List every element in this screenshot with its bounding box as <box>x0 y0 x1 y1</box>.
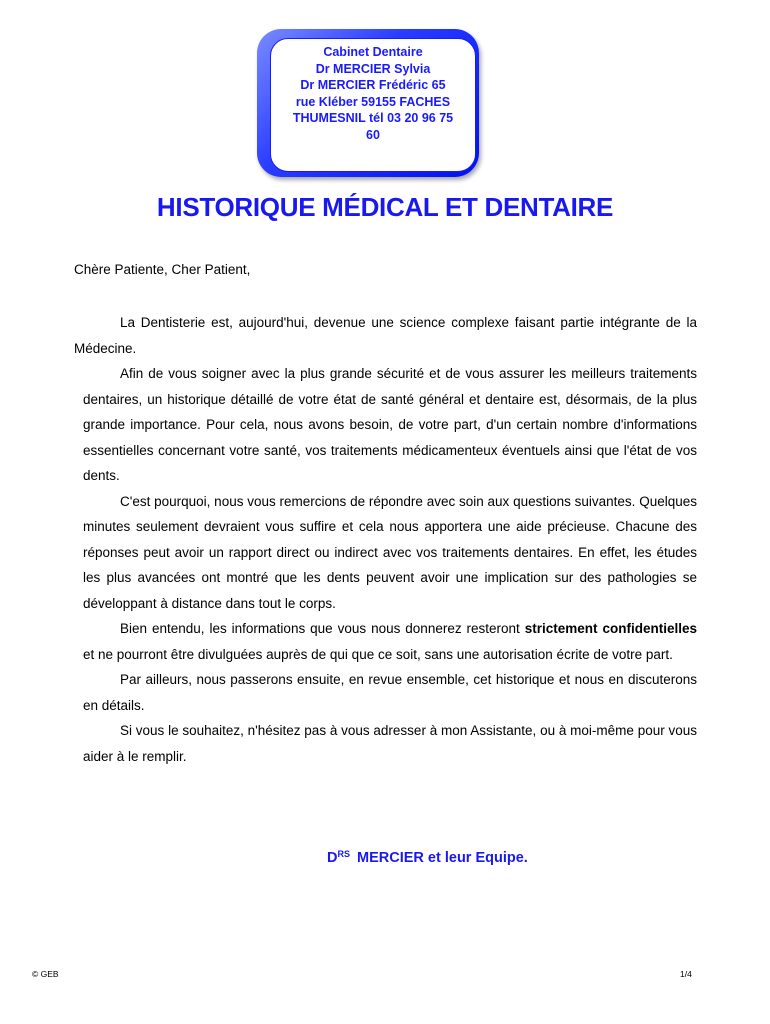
page-number: 1/4 <box>680 969 692 979</box>
greeting: Chère Patiente, Cher Patient, <box>74 262 251 277</box>
footer-copyright: © GEB <box>32 969 59 979</box>
paragraph-1: La Dentisterie est, aujourd'hui, devenue une science complexe faisant partie intégrante de la Médecine. <box>74 315 697 356</box>
clinic-address-box <box>270 38 476 172</box>
paragraph-4-end: et ne pourront être divulguées auprès de qui que ce soit, sans une autorisation écrite de votre part. <box>83 646 673 662</box>
signature-prefix: D <box>327 850 338 866</box>
signature <box>327 849 528 866</box>
doctor-name-2: Dr MERCIER Frédéric 65 <box>300 78 446 92</box>
paragraph-2: Afin de vous soigner avec la plus grande sécurité et de vous assurer les meilleurs traitements dentaires, un historique détaillé de votre état de santé général et dentaire est, désormais, de la plus grande importance. Pour cela, nous avons besoin, de votre part, d'un certain nombre d'informations essentielles concernant votre santé, vos traitements médicamenteux éventuels ainsi que l'état de vos dents. <box>83 366 697 483</box>
clinic-name: Cabinet Dentaire <box>323 45 423 59</box>
confidential-emphasis: strictement confidentielles <box>524 621 698 636</box>
letter-body <box>74 310 697 769</box>
document-title: HISTORIQUE MÉDICAL ET DENTAIRE <box>156 192 614 222</box>
paragraph-5: Par ailleurs, nous passerons ensuite, en revue ensemble, cet historique et nous en discuterons en détails. <box>83 672 697 713</box>
doctor-name-1: Dr MERCIER Sylvia <box>315 61 431 76</box>
paragraph-6: Si vous le souhaitez, n'hésitez pas à vous adresser à mon Assistante, ou à moi-même pour vous aider à le remplir. <box>83 723 697 764</box>
phone-line-end: 60 <box>366 127 380 142</box>
signature-superscript: RS <box>337 849 350 859</box>
signature-rest: MERCIER et leur Equipe. <box>357 850 528 866</box>
phone-line: THUMESNIL tél 03 20 96 75 <box>292 111 454 125</box>
paragraph-3: C'est pourquoi, nous vous remercions de répondre avec soin aux questions suivantes. Quelques minutes seulement devraient vous suffire et cela nous apportera une aide précieuse. Chacune des réponses peut avoir un rapport direct ou indirect avec vos traitements dentaires. En effet, les études les plus avancées ont montré que les dents peuvent avoir une implication sur des pathologies se développant à distance dans tout le corps. <box>83 493 697 611</box>
address-line: rue Kléber 59155 FACHES <box>295 94 451 109</box>
paragraph-4-start: Bien entendu, les informations que vous nous donnerez resteront <box>120 621 525 636</box>
paragraph-4 <box>74 616 697 667</box>
